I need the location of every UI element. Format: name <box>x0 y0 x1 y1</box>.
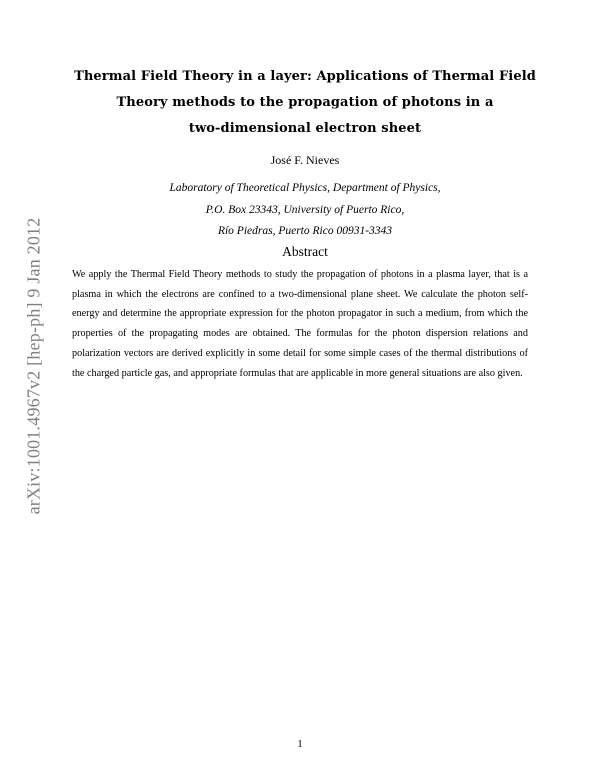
abstract-heading: Abstract <box>282 244 328 259</box>
title-line: Theory methods to the propagation of photons in a <box>116 95 494 110</box>
author-affiliation <box>40 178 570 243</box>
paper-title <box>40 64 570 142</box>
author-name: José F. Nieves <box>270 153 340 167</box>
affiliation-line: P.O. Box 23343, University of Puerto Rico, <box>205 203 405 216</box>
page-number: 1 <box>297 738 303 750</box>
title-line: Thermal Field Theory in a layer: Applications of Thermal Field <box>74 69 536 84</box>
affiliation-line: Río Piedras, Puerto Rico 00931-3343 <box>217 225 393 237</box>
title-line: two-dimensional electron sheet <box>188 121 422 136</box>
affiliation-line: Laboratory of Theoretical Physics, Department of Physics, <box>169 182 441 194</box>
abstract-text: We apply the Thermal Field Theory methods to study the propagation of photons in a plasma layer, that is a plasma in which the electrons are confined to a two-dimensional plane sheet. We calculate the photon self-energy and determine the appropriate expression for the photon propagator in such a medium, from which the properties of the propagating modes are obtained. The formulas for the photon dispersion relations and polarization vectors are derived explicitly in some detail for some simple cases of the thermal distributions of the charged particle gas, and appropriate formulas that are applicable in more general situations are also given. <box>72 269 528 379</box>
arxiv-identifier-stamp: arXiv:1001.4967v2 [hep-ph] 9 Jan 2012 <box>23 217 44 515</box>
